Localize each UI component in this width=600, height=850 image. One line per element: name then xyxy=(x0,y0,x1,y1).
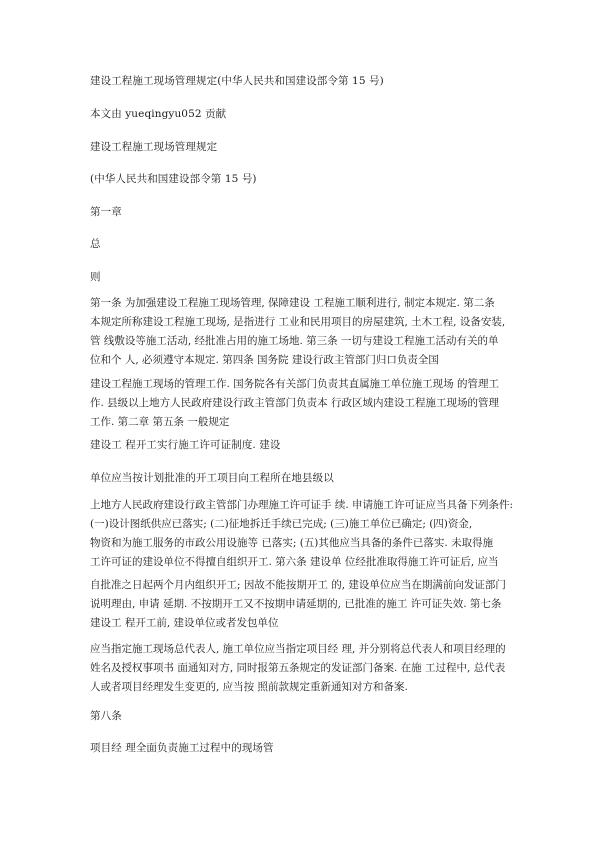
paragraph-permit-conditions xyxy=(90,496,520,572)
text-line: 位和个 人, 必须遵守本规定. 第四条 国务院 建设行政主管部门归口负责全国 xyxy=(90,354,439,366)
text-line: 姓名及授权事项书 面通知对方, 同时报第五条规定的发证部门备案. 在施 工过程中, 总代表 xyxy=(90,662,506,674)
paragraph-start-deadline xyxy=(90,576,520,633)
document-title-line: 建设工程施工现场管理规定(中华人民共和国建设部令第 15 号) xyxy=(90,75,384,87)
text-line: 说明理由, 申请 延期. 不按期开工又不按期申请延期的, 已批准的施工 许可证失效. 第七条 xyxy=(90,598,502,610)
text-line: 物资和为施工服务的市政公用设施等 已落实; (五)其他应当具备的条件已落实. 未取得施 xyxy=(90,537,494,549)
text-line: (一)设计图纸供应已落实; (二)征地拆迁手续已完成; (三)施工单位已确定; (四)资金, xyxy=(90,518,473,530)
text-line: 工许可证的建设单位不得擅自组织开工. 第六条 建设单 位经批准取得施工许可证后, 应当 xyxy=(90,556,499,568)
document-subtitle: 建设工程施工现场管理规定 xyxy=(90,141,218,153)
text-line: 工作. 第二章 第五条 一般规定 xyxy=(90,416,230,428)
paragraph-county-level: 单位应当按计划批准的开工项目向工程所在地县级以 xyxy=(90,472,334,484)
paragraph-permit-system: 建设工 程开工实行施工许可证制度. 建设 xyxy=(90,439,281,451)
paragraph-site-representative xyxy=(90,640,520,697)
text-line: 人或者项目经理发生变更的, 应当按 照前款规定重新通知对方和备案. xyxy=(90,681,408,693)
text-line: 本规定所称建设工程施工现场, 是指进行 工业和民用项目的房屋建筑, 土木工程, 设备安装, xyxy=(90,316,506,328)
chapter-heading: 第一章 xyxy=(90,206,122,218)
text-line: 第一条 为加强建设工程施工现场管理, 保障建设 工程施工顺利进行, 制定本规定. 第二条 xyxy=(90,297,495,309)
text-line: 作. 县级以上地方人民政府建设行政主管部门负责本 行政区域内建设工程施工现场的管理 xyxy=(90,397,500,409)
text-line: 自批准之日起两个月内组织开工; 因故不能按期开工 的, 建设单位应当在期满前向发证部门 xyxy=(90,579,506,591)
contributor-line: 本文由 yueqingyu052 贡献 xyxy=(90,108,227,120)
text-line: 管 线敷设等施工活动, 经批准占用的施工场地. 第三条 一切与建设工程施工活动有关的单 xyxy=(90,335,499,347)
text-line: 上地方人民政府建设行政主管部门办理施工许可证手 续. 申请施工许可证应当具备下列条件: xyxy=(90,499,514,511)
paragraph-management-work xyxy=(90,375,520,432)
paragraph-project-manager: 项目经 理全面负责施工过程中的现场管 xyxy=(90,742,274,754)
text-line: 建设工 程开工前, 建设单位或者发包单位 xyxy=(90,617,279,629)
chapter-word-general: 总 xyxy=(90,238,101,250)
paragraph-articles-1-4 xyxy=(90,294,520,370)
text-line: 应当指定施工现场总代表人, 施工单位应当指定项目经 理, 并分别将总代表人和项目经理的 xyxy=(90,643,506,655)
decree-line: (中华人民共和国建设部令第 15 号) xyxy=(90,173,257,185)
text-line: 建设工程施工现场的管理工作. 国务院各有关部门负责其直属施工单位施工现场 的管理工 xyxy=(90,378,500,390)
article-8-heading: 第八条 xyxy=(90,710,122,722)
chapter-word-rules: 则 xyxy=(90,271,101,283)
